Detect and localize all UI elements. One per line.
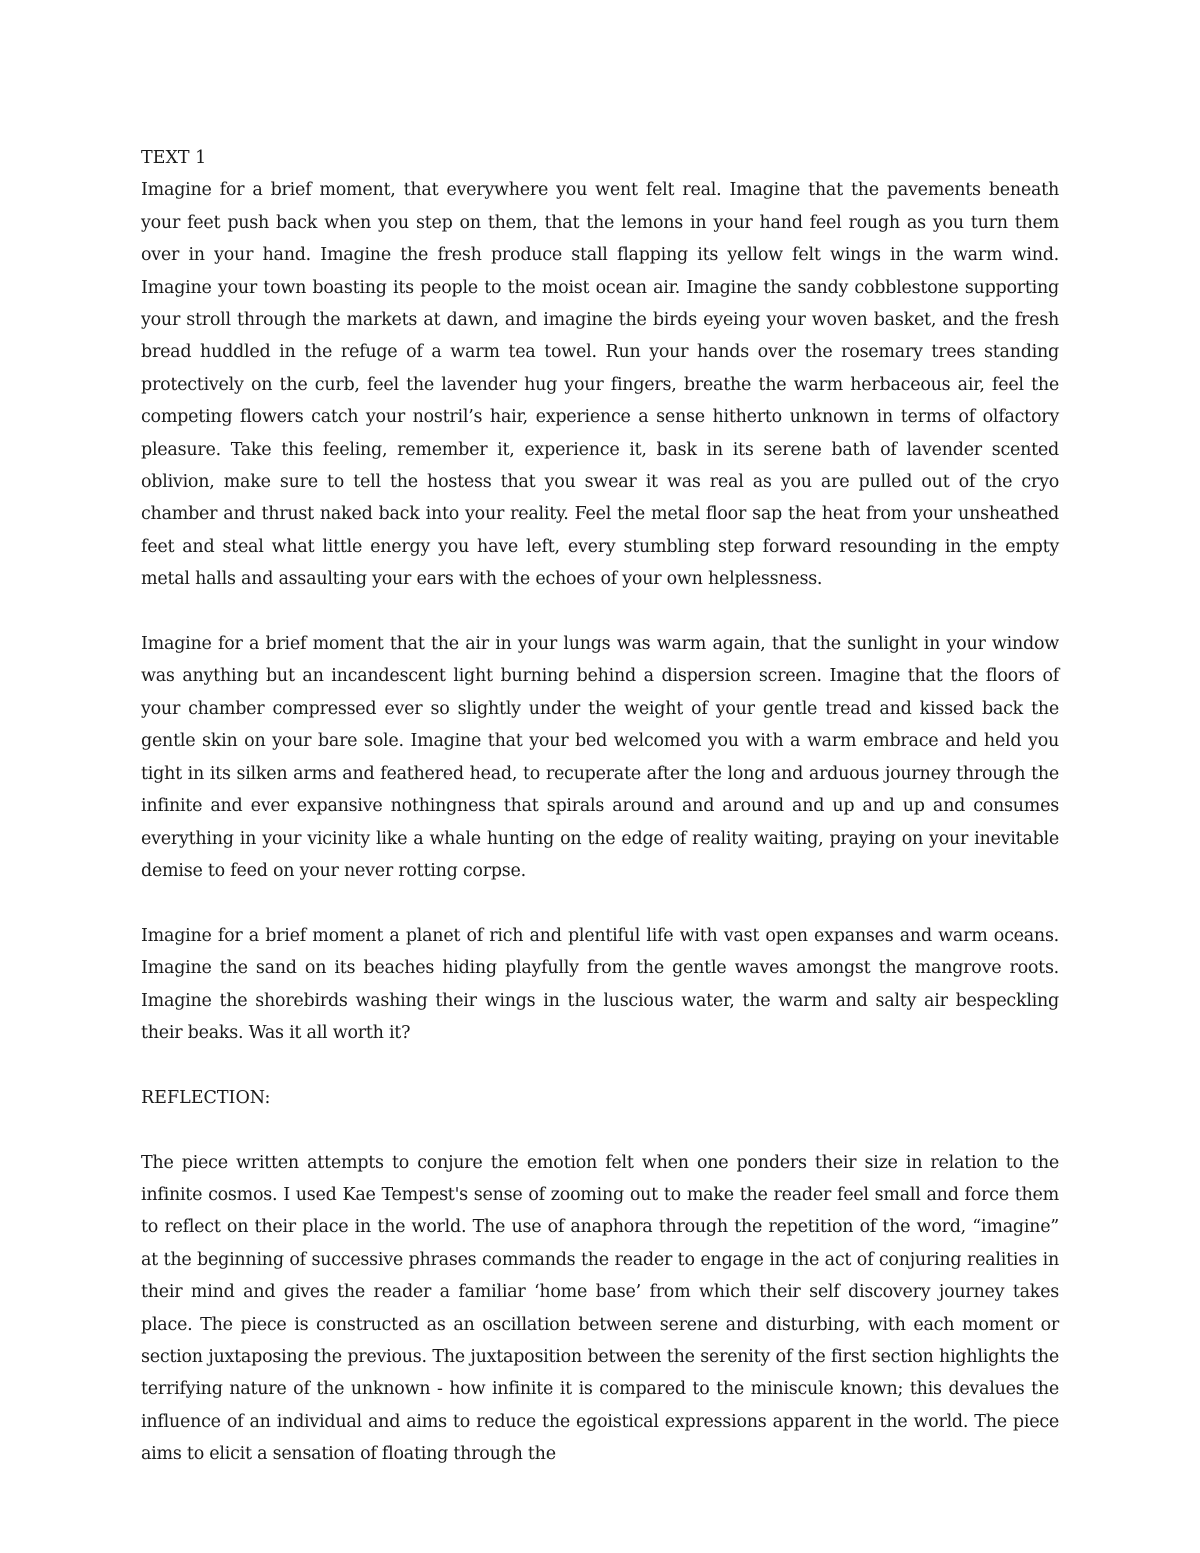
- text-heading: TEXT 1: [141, 148, 207, 168]
- paragraph-1: Imagine for a brief moment, that everywhere you went felt real. Imagine that the pavements beneath your feet push back when you step on them, that the lemons in your hand feel rough as you turn them over in your hand. Imagine the fresh produce stall flapping its yellow felt wings in the warm wind. Imagine your town boasting its people to the moist ocean air. Imagine the sandy cobblestone supporting your stroll through the markets at dawn, and imagine the birds eyeing your woven basket, and the fresh bread huddled in the refuge of a warm tea towel. Run your hands over the rosemary trees standing protectively on the curb, feel the lavender hug your fingers, breathe the warm herbaceous air, feel the competing flowers catch your nostril’s hair, experience a sense hitherto unknown in terms of olfactory pleasure. Take this feeling, remember it, experience it, bask in its serene bath of lavender scented oblivion, make sure to tell the hostess that you swear it was real as you are pulled out of the cryo chamber and thrust naked back into your reality. Feel the metal floor sap the heat from your unsheathed feet and steal what little energy you have left, every stumbling step forward resounding in the empty metal halls and assaulting your ears with the echoes of your own helplessness.: [141, 180, 1059, 590]
- paragraph-2: Imagine for a brief moment that the air in your lungs was warm again, that the sunlight in your window was anything but an incandescent light burning behind a dispersion screen. Imagine that the floors of your chamber compressed ever so slightly under the weight of your gentle tread and kissed back the gentle skin on your bare sole. Imagine that your bed welcomed you with a warm embrace and held you tight in its silken arms and feathered head, to recuperate after the long and arduous journey through the infinite and ever expansive nothingness that spirals around and around and up and up and consumes everything in your vicinity like a whale hunting on the edge of reality waiting, praying on your inevitable demise to feed on your never rotting corpse.: [141, 634, 1059, 881]
- reflection-paragraph: The piece written attempts to conjure the emotion felt when one ponders their size in relation to the infinite cosmos. I used Kae Tempest's sense of zooming out to make the reader feel small and force them to reflect on their place in the world. The use of anaphora through the repetition of the word, “imagine” at the beginning of successive phrases commands the reader to engage in the act of conjuring realities in their mind and gives the reader a familiar ‘home base’ from which their self discovery journey takes place. The piece is constructed as an oscillation between serene and disturbing, with each moment or section juxtaposing the previous. The juxtaposition between the serenity of the first section highlights the terrifying nature of the unknown - how infinite it is compared to the miniscule known; this devalues the influence of an individual and aims to reduce the egoistical expressions apparent in the world. The piece aims to elicit a sensation of floating through the: [141, 1152, 1059, 1465]
- paragraph-3: Imagine for a brief moment a planet of rich and plentiful life with vast open expanses and warm oceans. Imagine the sand on its beaches hiding playfully from the gentle waves amongst the mangrove roots. Imagine the shorebirds washing their wings in the luscious water, the warm and salty air bespeckling their beaks. Was it all worth it?: [141, 925, 1059, 1043]
- document-page: [141, 142, 1059, 1471]
- reflection-heading: REFLECTION:: [141, 1087, 271, 1108]
